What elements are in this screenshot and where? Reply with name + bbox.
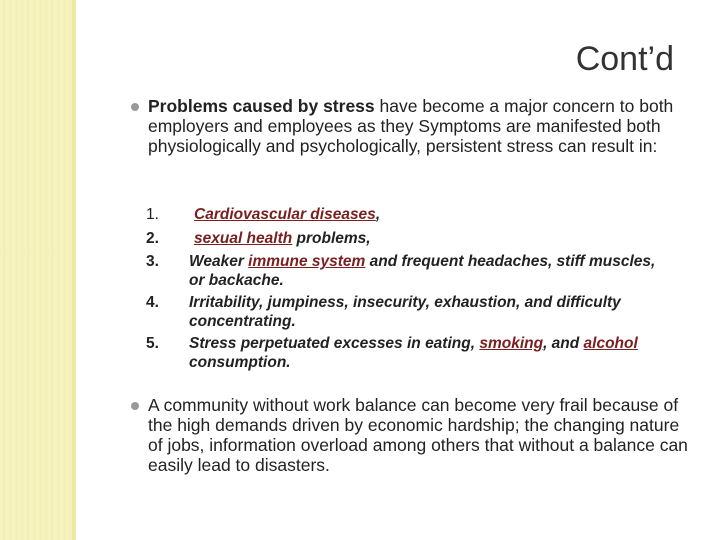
list-item-text: problems,: [292, 230, 371, 247]
link-sexual-health[interactable]: sexual health: [194, 230, 293, 247]
link-smoking[interactable]: smoking: [479, 335, 544, 352]
bullet-icon: [131, 402, 139, 410]
bullet-paragraph-1: [148, 96, 698, 156]
list-item-text: Irritability, jumpiness, insecurity, exhaustion, and difficulty concentrating.: [189, 294, 621, 330]
list-item-text: ,: [375, 206, 381, 223]
list-number: 4.: [146, 294, 159, 311]
list-number: 2.: [146, 230, 159, 247]
list-item-text: , and: [543, 335, 584, 352]
link-immune-system[interactable]: immune system: [248, 253, 366, 270]
bullet-icon: [131, 103, 139, 111]
bullet-paragraph-2: A community without work balance can become very frail because of the high demands driven by economic hardship; the changing nature of jobs, information overload among others that without a balance can easily lead to disasters.: [148, 395, 688, 475]
list-number: 5.: [146, 335, 159, 352]
list-item-text: Weaker: [189, 253, 249, 270]
list-item-text: consumption.: [189, 354, 291, 371]
bullet-1-bold: Problems caused by stress: [148, 96, 375, 116]
link-cardiovascular-diseases[interactable]: Cardiovascular diseases: [194, 206, 376, 223]
link-alcohol[interactable]: alcohol: [583, 335, 638, 352]
decorative-side-edge: [72, 0, 76, 540]
decorative-side-bar: [0, 0, 72, 540]
bullet-1-text: have become a major concern to both employers and employees as they Symptoms are manifested both physiologically and psychologically, persistent stress can result in:: [148, 96, 674, 156]
slide-title: Cont’d: [575, 40, 674, 78]
list-number: 3.: [146, 253, 159, 270]
list-number: 1.: [146, 206, 159, 223]
list-item-text: Stress perpetuated excesses in eating,: [189, 335, 480, 352]
list-item-text: and frequent headaches, stiff muscles, or backache.: [189, 253, 656, 289]
